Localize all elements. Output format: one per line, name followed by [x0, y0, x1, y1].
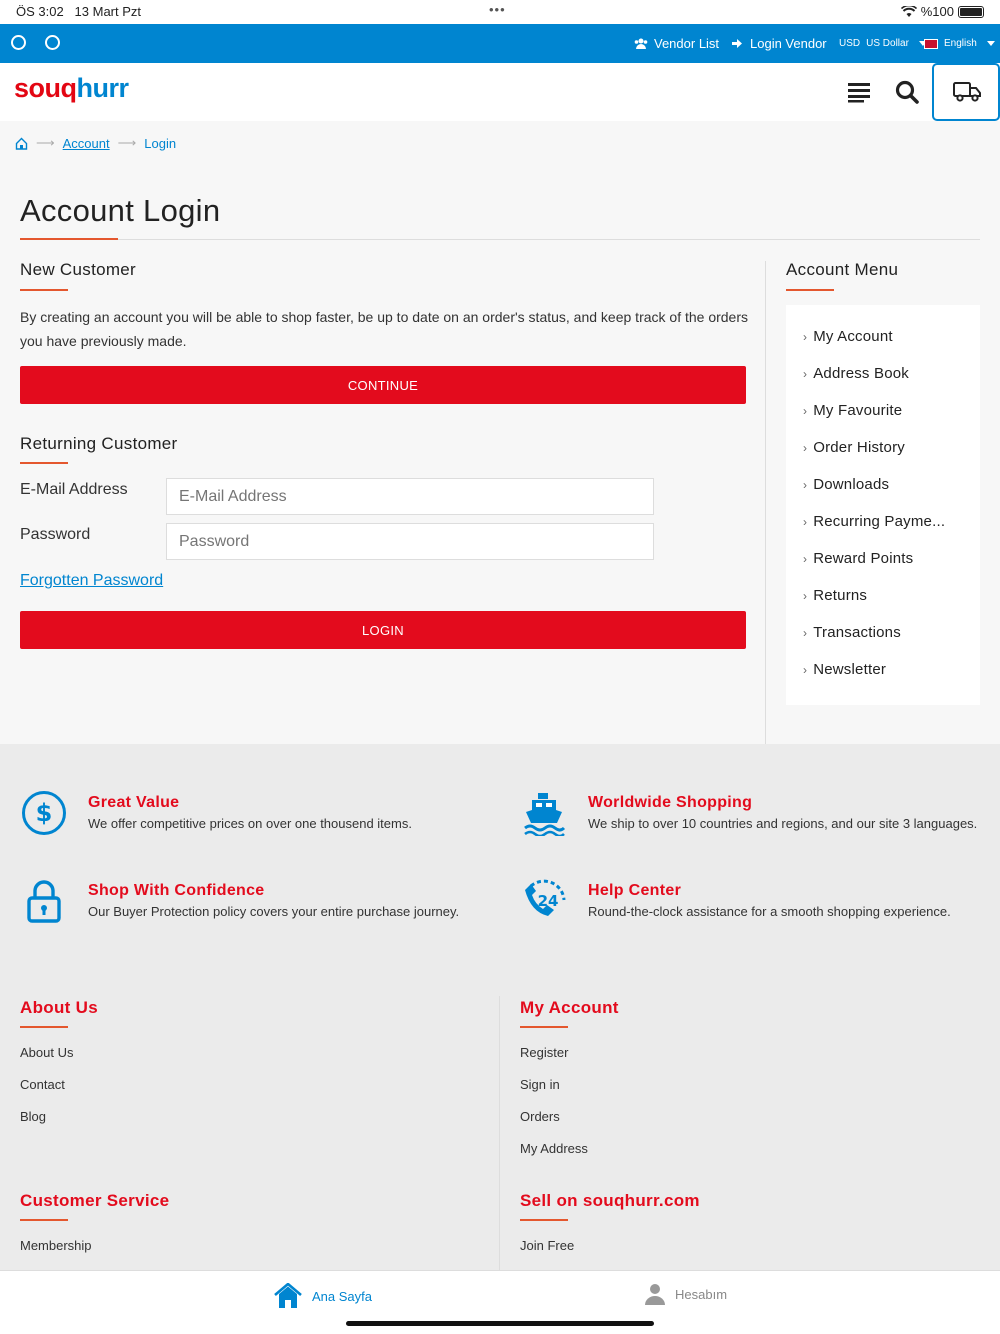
feature-description: Our Buyer Protection policy covers your entire purchase journey.	[88, 904, 460, 919]
menu-item-label: My Account	[813, 328, 893, 345]
dollar-icon	[21, 790, 67, 836]
user-icon	[645, 1283, 665, 1305]
feature-description: Round-the-clock assistance for a smooth shopping experience.	[588, 904, 951, 919]
currency-name: US Dollar	[866, 38, 909, 49]
menu-item-label: Downloads	[813, 476, 890, 493]
footer-link[interactable]: Contact	[20, 1077, 65, 1092]
currency-code: USD	[839, 38, 861, 49]
arrow-right-icon: ⟶	[117, 135, 137, 150]
breadcrumb-login[interactable]: Login	[144, 135, 177, 151]
home-indicator	[346, 1321, 654, 1326]
chevron-right-icon: ›	[803, 588, 808, 603]
menu-item-label: Recurring Payme...	[813, 513, 946, 530]
menu-item-address-book[interactable]	[803, 365, 909, 382]
menu-item-label: Reward Points	[813, 550, 914, 567]
footer	[0, 974, 1000, 1270]
site-logo[interactable]: souqhurr	[14, 73, 129, 103]
compass-icon[interactable]	[45, 35, 60, 50]
menu-item-label: Transactions	[813, 624, 901, 641]
menu-item-returns[interactable]	[803, 587, 867, 604]
footer-link[interactable]: Register	[520, 1045, 569, 1060]
new-customer-heading: New Customer	[20, 260, 137, 279]
section-accent	[786, 289, 834, 291]
footer-link[interactable]: About Us	[20, 1045, 74, 1060]
svg-text:$: $	[35, 799, 53, 827]
feature-title: Worldwide Shopping	[588, 794, 753, 811]
menu-item-label: Returns	[813, 587, 868, 604]
footer-link[interactable]: Sign in	[520, 1077, 560, 1092]
top-bar	[0, 24, 1000, 63]
password-label: Password	[20, 526, 91, 543]
vertical-divider	[765, 261, 766, 744]
users-icon	[634, 38, 648, 49]
page-title: Account Login	[20, 193, 221, 228]
language-select[interactable]	[924, 38, 995, 49]
footer-about-heading: About Us	[20, 998, 98, 1017]
currency-select[interactable]	[839, 38, 927, 49]
chevron-down-icon	[987, 41, 995, 46]
feature-title: Shop With Confidence	[88, 882, 265, 899]
home-icon	[274, 1283, 302, 1309]
features-section	[0, 744, 1000, 974]
section-accent	[520, 1026, 568, 1028]
menu-item-transactions[interactable]	[803, 624, 901, 641]
divider	[20, 239, 980, 240]
chevron-right-icon: ›	[803, 662, 808, 677]
menu-item-label: Address Book	[813, 365, 909, 382]
menu-icon[interactable]	[846, 79, 872, 105]
menu-item-downloads[interactable]	[803, 476, 889, 493]
menu-item-reward-points[interactable]	[803, 550, 913, 567]
footer-link[interactable]: Blog	[20, 1109, 47, 1124]
login-vendor-label: Login Vendor	[750, 36, 827, 51]
language-label: English	[944, 38, 977, 49]
tab-account-label: Hesabım	[675, 1286, 728, 1302]
menu-item-label: Newsletter	[813, 661, 887, 678]
menu-item-label: Order History	[813, 439, 905, 456]
multitasking-dots-icon[interactable]: •••	[489, 2, 506, 17]
battery-percent: %100	[920, 4, 954, 19]
continue-button[interactable]: CONTINUE	[20, 366, 746, 404]
menu-item-recurring-payments[interactable]	[803, 513, 945, 530]
returning-customer-heading: Returning Customer	[20, 434, 178, 453]
menu-item-label: My Favourite	[813, 402, 903, 419]
feature-description: We offer competitive prices on over one thousend items.	[88, 816, 412, 831]
feature-title: Great Value	[88, 794, 180, 811]
lock-icon	[21, 878, 67, 924]
breadcrumb	[15, 135, 176, 151]
chevron-right-icon: ›	[803, 551, 808, 566]
footer-link[interactable]: Orders	[520, 1109, 560, 1124]
section-accent	[20, 289, 68, 291]
login-vendor-link[interactable]	[732, 36, 827, 51]
chevron-right-icon: ›	[803, 477, 808, 492]
footer-link[interactable]: My Address	[520, 1141, 588, 1156]
chevron-right-icon: ›	[803, 403, 808, 418]
menu-item-order-history[interactable]	[803, 439, 905, 456]
chevron-right-icon: ›	[803, 329, 808, 344]
tab-home[interactable]	[274, 1283, 372, 1309]
battery-icon	[958, 6, 984, 18]
sign-in-icon	[732, 38, 744, 49]
shipping-button[interactable]	[932, 63, 1000, 121]
truck-icon	[952, 80, 982, 104]
footer-sell-heading: Sell on souqhurr.com	[520, 1191, 700, 1210]
footer-service-heading: Customer Service	[20, 1191, 170, 1210]
section-accent	[20, 1026, 68, 1028]
home-icon[interactable]	[15, 137, 28, 150]
forgotten-password-link[interactable]: Forgotten Password	[20, 572, 164, 589]
search-icon[interactable]	[894, 79, 920, 105]
password-field[interactable]	[166, 523, 654, 560]
vertical-divider	[499, 996, 500, 1270]
footer-account-heading: My Account	[520, 998, 619, 1017]
support-24-badge: 24	[537, 892, 559, 910]
menu-item-my-favourite[interactable]	[803, 402, 902, 419]
section-accent	[20, 1219, 68, 1221]
user-circle-icon[interactable]	[11, 35, 26, 50]
chevron-right-icon: ›	[803, 625, 808, 640]
tab-account[interactable]	[645, 1283, 727, 1305]
feature-title: Help Center	[588, 882, 682, 899]
login-button[interactable]: LOGIN	[20, 611, 746, 649]
status-bar	[0, 0, 1000, 24]
menu-item-newsletter[interactable]	[803, 661, 886, 678]
uk-flag-icon	[924, 39, 938, 49]
status-time: ÖS 3:02 13 Mart Pzt	[16, 4, 142, 19]
feature-description: We ship to over 10 countries and regions, and our site 3 languages.	[588, 816, 978, 831]
email-label: E-Mail Address	[20, 481, 128, 498]
account-menu-heading: Account Menu	[786, 260, 899, 279]
tab-home-label: Ana Sayfa	[312, 1288, 372, 1304]
arrow-right-icon: ⟶	[36, 135, 55, 150]
new-customer-description: By creating an account you will be able to shop faster, be up to date on an order's status, and keep track of the orders you have previously made.	[20, 309, 749, 349]
footer-link[interactable]: Membership	[20, 1238, 92, 1253]
section-accent	[20, 462, 68, 464]
footer-link[interactable]: Join Free	[520, 1238, 575, 1253]
section-accent	[520, 1219, 568, 1221]
title-accent	[20, 238, 118, 240]
chevron-right-icon: ›	[803, 514, 808, 529]
ship-icon	[521, 790, 567, 836]
wifi-icon	[901, 6, 917, 18]
site-header	[0, 63, 1000, 121]
chevron-right-icon: ›	[803, 366, 808, 381]
menu-item-my-account[interactable]	[803, 328, 893, 345]
support-24-icon	[521, 878, 567, 924]
chevron-right-icon: ›	[803, 440, 808, 455]
status-right	[901, 4, 984, 19]
vendor-list-link[interactable]	[634, 36, 719, 51]
email-field[interactable]	[166, 478, 654, 515]
vendor-list-label: Vendor List	[654, 36, 720, 51]
breadcrumb-account[interactable]: Account	[62, 135, 110, 151]
